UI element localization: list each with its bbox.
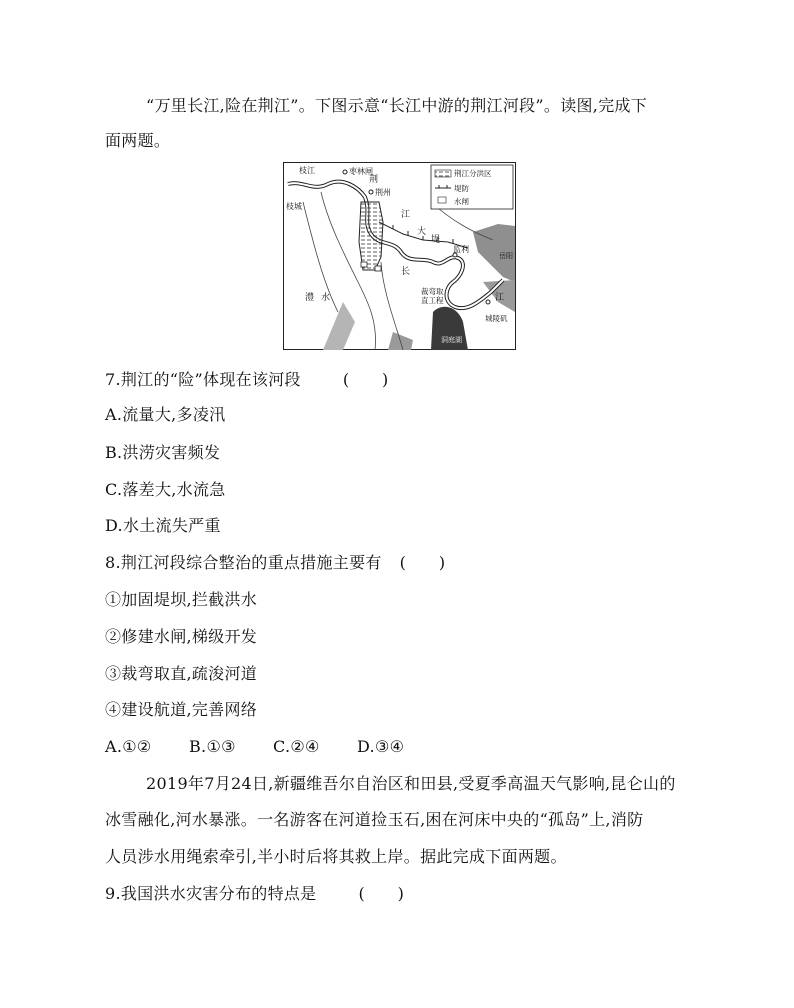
label-jiang-2: 江 — [495, 293, 505, 303]
q8-options — [105, 737, 404, 757]
label-zaolinzha: 枣林闸 — [349, 167, 373, 176]
q8-item-4: ④建设航道,完善网络 — [105, 700, 258, 719]
passage2-line-2: 冰雪融化,河水暴涨。一名游客在河道捡玉石,困在河床中央的“孤岛”上,消防 — [105, 810, 644, 829]
q9-stem-text: 9.我国洪水灾害分布的特点是 — [105, 884, 317, 903]
q7-bracket: ( ) — [342, 370, 389, 389]
q7-option-d: D.水土流失严重 — [105, 516, 221, 535]
dot-jingzhou — [369, 190, 373, 194]
intro-line-1: “万里长江,险在荆江”。下图示意“长江中游的荆江河段”。读图,完成下 — [146, 96, 648, 115]
label-lishui-shui: 水 — [321, 293, 331, 303]
passage2-line-1: 2019年7月24日,新疆维吾尔自治区和田县,受夏季高温天气影响,昆仑山的 — [146, 774, 676, 793]
q7-stem-text: 7.荆江的“险”体现在该河段 — [105, 370, 301, 389]
passage2-line-3: 人员涉水用绳索牵引,半小时后将其救上岸。据此完成下面两题。 — [105, 847, 567, 866]
q7-option-a: A.流量大,多凌汛 — [105, 405, 226, 424]
q8-item-2: ②修建水闸,梯级开发 — [105, 627, 258, 646]
label-di: 堤 — [431, 235, 441, 245]
q9-bracket: ( ) — [358, 884, 405, 903]
legend-sluice-label: 水闸 — [454, 197, 469, 206]
q8-stem-text: 8.荆江河段综合整治的重点措施主要有 — [105, 553, 382, 572]
legend-levee-label: 堤防 — [454, 184, 469, 193]
jingjiang-map — [283, 162, 516, 350]
label-zhijiang: 枝江 — [299, 166, 315, 175]
sluice-1 — [361, 262, 367, 267]
q8-item-3: ③裁弯取直,疏浚河道 — [105, 664, 258, 683]
label-jiang-1: 江 — [401, 210, 411, 220]
label-zhicheng: 枝城 — [286, 202, 302, 211]
dot-chenglingji — [486, 300, 490, 304]
label-lishui-li: 澧 — [305, 293, 315, 303]
q8-option-c: C.②④ — [273, 737, 320, 756]
label-zhigong: 直工程 — [421, 296, 444, 305]
q7-option-b: B.洪涝灾害频发 — [105, 443, 221, 462]
q8-item-1: ①加固堤坝,拦截洪水 — [105, 590, 258, 609]
dot-zaolinzha — [343, 170, 347, 174]
sluice-2 — [375, 266, 381, 271]
legend-sluice-swatch — [438, 197, 446, 203]
label-chang: 长 — [401, 267, 411, 277]
label-yuezhou: 岳阳 — [499, 252, 513, 260]
q8-stem — [105, 553, 445, 573]
label-jing: 荆 — [369, 175, 379, 185]
legend-flood-label: 荆江分洪区 — [454, 169, 492, 178]
legend-flood-swatch — [435, 170, 451, 177]
q8-option-b: B.①③ — [189, 737, 236, 756]
q7-stem — [105, 370, 389, 390]
label-caiwan: 裁弯取 — [421, 287, 444, 296]
flood-diversion-area — [359, 202, 383, 270]
q8-option-a: A.①② — [105, 737, 152, 756]
q8-option-d: D.③④ — [357, 737, 405, 756]
label-jingzhou: 荆州 — [375, 188, 391, 197]
label-jianli: 监利 — [453, 245, 469, 254]
label-da: 大 — [417, 227, 427, 237]
label-dongtinghu: 洞庭湖 — [441, 336, 462, 344]
intro-line-2: 面两题。 — [105, 131, 171, 150]
q8-bracket: ( ) — [399, 553, 446, 572]
q9-stem — [105, 884, 404, 904]
q7-option-c: C.落差大,水流急 — [105, 480, 226, 499]
label-chenglingji: 城陵矶 — [485, 314, 508, 323]
